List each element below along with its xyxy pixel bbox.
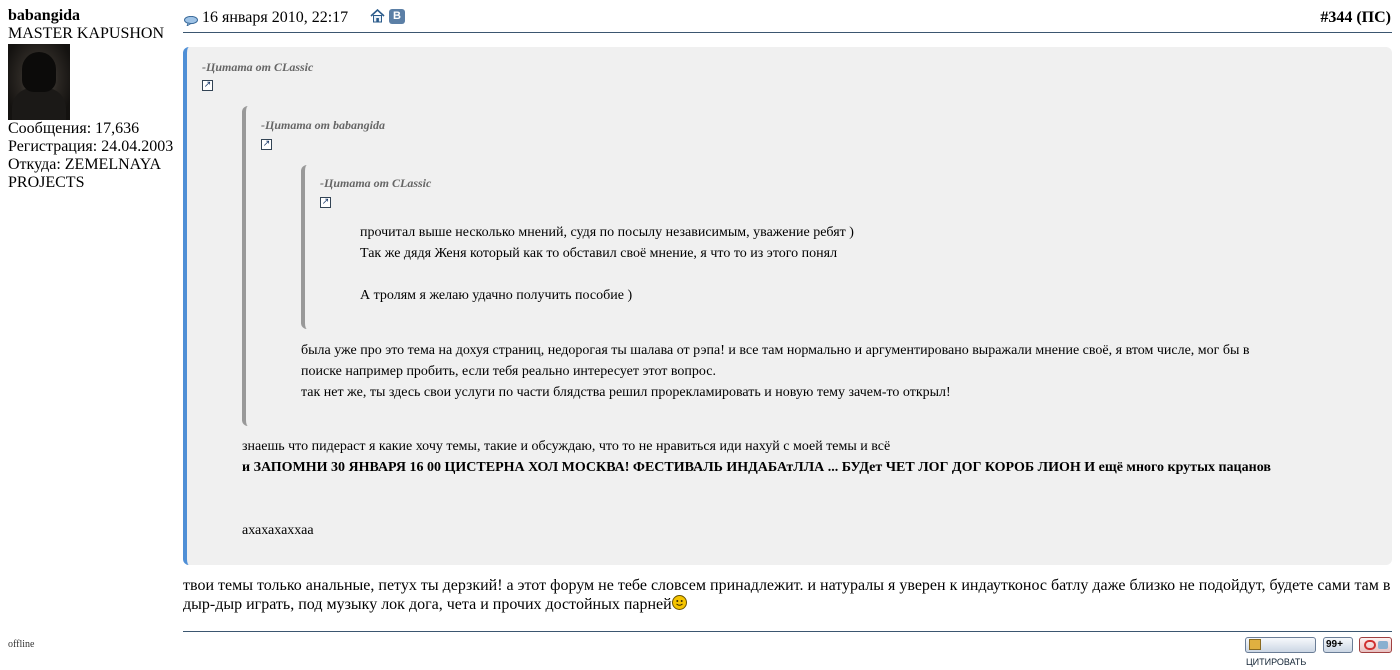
vk-icon[interactable]: В (389, 9, 405, 24)
user-location-line1: Откуда: ZEMELNAYA (8, 156, 162, 173)
quote-outer-line-2: и ЗАПОМНИ 30 ЯНВАРЯ 16 00 ЦИСТЕРНА ХОЛ МОСКВА! ФЕСТИВАЛЬ ИНДАБАтЛЛА ... БУДет ЧЕТ ЛОГ ДОГ КОРОБ ЛИОН И ещё много крутых пацанов (242, 460, 1271, 475)
username[interactable]: babangida (8, 7, 81, 24)
post-number-suffix: (ПС) (1356, 9, 1391, 26)
report-button[interactable] (1359, 637, 1392, 653)
home-icon[interactable] (370, 9, 385, 28)
quote-middle-link-icon[interactable]: ↗ (262, 139, 271, 149)
quote-inner-line-1: прочитал выше несколько мнений, судя по посылу независимым, уважение ребят ) (360, 225, 854, 240)
quote-inner (301, 165, 1279, 329)
post-header (183, 7, 1392, 33)
avatar-hood (22, 52, 56, 92)
avatar-shoulders (12, 88, 66, 120)
quote-middle-line-3: так нет же, ты здесь свои услуги по части блядства решил прорекламировать и новую тему зачем-то открыл! (301, 385, 951, 400)
quote-inner-line-3: А тролям я желаю удачно получить пособие ) (360, 288, 633, 303)
user-title: MASTER KAPUSHON (8, 25, 165, 42)
quote-inner-line-2: Так же дядя Женя который как то обставил своё мнение, я что то из этого понял (360, 246, 838, 261)
quote-middle-line-2: поиске например пробить, если тебя реально интересует этот вопрос. (301, 364, 716, 379)
quote-button[interactable] (1245, 637, 1316, 667)
quote-middle-title: -Цитата от babangida (261, 118, 386, 132)
post-number-value[interactable]: #344 (1320, 9, 1353, 26)
quote-outer-line-1: знаешь что пидераст я какие хочу темы, такие и обсуждаю, что то не нравиться иди нахуй с моей темы и всё (242, 439, 891, 454)
quote-inner-link-icon[interactable]: ↗ (321, 197, 330, 207)
post-date: 16 января 2010, 22:17 (202, 9, 349, 26)
report-ring-icon (1364, 640, 1376, 650)
user-registered: Регистрация: 24.04.2003 (8, 138, 174, 155)
post-footer-divider (183, 631, 1392, 632)
quote-inner-title: -Цитата от CLassic (320, 176, 432, 190)
quote-middle-line-1: была уже про это тема на дохуя страниц, недорогая ты шалава от рэпа! и все там нормально и аргументировано выражали мнение своё, я втом числе, мог бы в (301, 343, 1250, 358)
post-body (183, 576, 1395, 614)
report-flag-icon (1378, 641, 1388, 649)
quote-button-icon (1249, 639, 1261, 650)
user-info (8, 7, 178, 192)
quote-outer-title: -Цитата от CLassic (202, 60, 314, 74)
quote-outer-line-3: ахахахаххаа (242, 523, 314, 538)
smiley-icon (672, 595, 687, 610)
user-status: offline (8, 639, 35, 650)
post-number[interactable] (1320, 9, 1391, 27)
post-body-text: твои темы только анальные, петух ты дерзкий! а этот форум не тебе словсем принадлежит. и натуралы я уверен к индаутконос батлу даже близко не подойдут, будете сами там в дыр-дыр играть, под музыку лок дога, чета и прочих достойных парней (183, 577, 1391, 613)
user-post-count: Сообщения: 17,636 (8, 120, 140, 137)
avatar[interactable] (8, 44, 70, 120)
quote-button-label: ЦИТИРОВАТЬ (1246, 657, 1307, 667)
speech-bubble-icon (184, 13, 198, 31)
quote-outer-link-icon[interactable]: ↗ (203, 80, 212, 90)
multiquote-button[interactable]: 99+ (1323, 637, 1353, 653)
user-location-line2: PROJECTS (8, 174, 85, 191)
